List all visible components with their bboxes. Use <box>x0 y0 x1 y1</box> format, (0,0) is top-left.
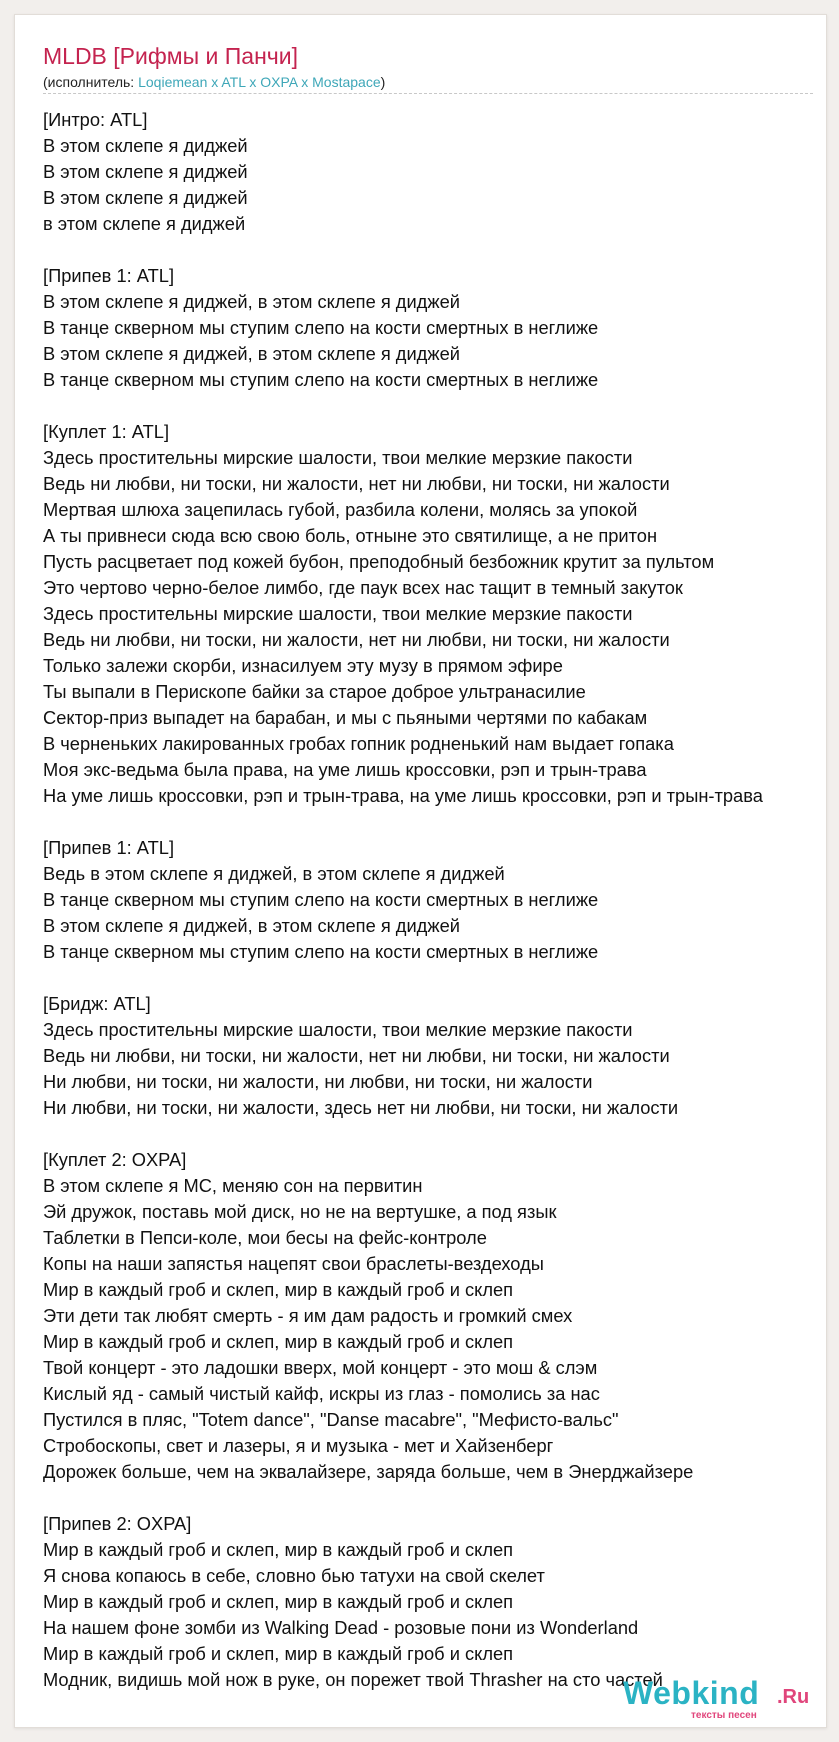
lyric-line <box>43 1485 763 1511</box>
lyric-line: Здесь простительны мирские шалости, твои мелкие мерзкие пакости <box>43 447 633 468</box>
lyric-line: В этом склепе я диджей, в этом склепе я диджей <box>43 343 460 364</box>
lyric-line: Здесь простительны мирские шалости, твои мелкие мерзкие пакости <box>43 1019 633 1040</box>
lyric-section-header: [Бридж: ATL] <box>43 993 151 1014</box>
lyric-section-header: [Припев 1: ATL] <box>43 265 175 286</box>
lyric-line: Ни любви, ни тоски, ни жалости, здесь нет ни любви, ни тоски, ни жалости <box>43 1097 679 1118</box>
lyric-line: Эй дружок, поставь мой диск, но не на вертушке, а под язык <box>43 1201 557 1222</box>
lyric-line: В этом склепе я диджей <box>43 161 248 182</box>
lyric-section-header: [Куплет 2: OXPA] <box>43 1149 187 1170</box>
lyric-line: Кислый яд - самый чистый кайф, искры из глаз - помолись за нас <box>43 1383 600 1404</box>
lyric-line: Дорожек больше, чем на эквалайзере, заряда больше, чем в Энерджайзере <box>43 1461 694 1482</box>
lyric-section-header: [Припев 2: OXPA] <box>43 1513 192 1534</box>
lyric-line: Таблетки в Пепси-коле, мои бесы на фейс-контроле <box>43 1227 487 1248</box>
lyric-section-header: [Интро: ATL] <box>43 109 148 130</box>
site-logo[interactable] <box>623 1677 813 1725</box>
lyric-line: Твой концерт - это ладошки вверх, мой концерт - это мош & слэм <box>43 1357 598 1378</box>
lyric-line: Пусть расцветает под кожей бубон, преподобный безбожник крутит за пультом <box>43 551 715 572</box>
lyric-line: В этом склепе я МС, меняю сон на первитин <box>43 1175 423 1196</box>
artist-suffix: ) <box>380 74 386 90</box>
lyric-line: А ты привнеси сюда всю свою боль, отныне это святилище, а не притон <box>43 525 658 546</box>
lyric-line: Мир в каждый гроб и склеп, мир в каждый гроб и склеп <box>43 1591 514 1612</box>
lyric-line: В танце скверном мы ступим слепо на кости смертных в неглиже <box>43 889 599 910</box>
lyrics-body <box>43 107 763 1693</box>
logo-domain: .Ru <box>777 1686 810 1708</box>
lyric-line: Мир в каждый гроб и склеп, мир в каждый гроб и склеп <box>43 1279 514 1300</box>
lyric-line: В этом склепе я диджей, в этом склепе я диджей <box>43 915 460 936</box>
lyric-line: В танце скверном мы ступим слепо на кости смертных в неглиже <box>43 317 599 338</box>
lyric-line: Здесь простительны мирские шалости, твои мелкие мерзкие пакости <box>43 603 633 624</box>
lyric-line: Модник, видишь мой нож в руке, он порежет твой Thrasher на сто частей <box>43 1669 663 1690</box>
lyric-line: В этом склепе я диджей <box>43 135 248 156</box>
lyric-line: В этом склепе я диджей <box>43 187 248 208</box>
lyric-line: Ведь ни любви, ни тоски, ни жалости, нет ни любви, ни тоски, ни жалости <box>43 473 670 494</box>
logo-wordmark: Webkind <box>623 1675 760 1711</box>
lyric-line: Эти дети так любят смерть - я им дам радость и громкий смех <box>43 1305 573 1326</box>
lyric-line <box>43 1121 763 1147</box>
lyric-line: Пустился в пляс, "Totem dance", "Danse macabre", "Мефисто-вальс" <box>43 1409 619 1430</box>
lyric-line: Только залежи скорби, изнасилуем эту музу в прямом эфире <box>43 655 563 676</box>
lyric-line <box>43 809 763 835</box>
lyric-line: Стробоскопы, свет и лазеры, я и музыка - мет и Хайзенберг <box>43 1435 554 1456</box>
lyric-line: Ни любви, ни тоски, ни жалости, ни любви, ни тоски, ни жалости <box>43 1071 593 1092</box>
lyric-line: Копы на наши запястья нацепят свои браслеты-вездеходы <box>43 1253 544 1274</box>
lyric-line: Моя экс-ведьма была права, на уме лишь кроссовки, рэп и трын-трава <box>43 759 647 780</box>
lyric-line: В черненьких лакированных гробах гопник родненький нам выдает гопака <box>43 733 674 754</box>
song-title: MLDB [Рифмы и Панчи] <box>43 43 299 69</box>
lyric-line: Ты выпали в Перископе байки за старое доброе ультранасилие <box>43 681 586 702</box>
lyric-line: На нашем фоне зомби из Walking Dead - розовые пони из Wonderland <box>43 1617 639 1638</box>
artist-link[interactable]: Loqiemean x ATL x OXPA x Mostapace <box>138 74 381 90</box>
lyrics-page <box>14 14 827 1728</box>
lyric-line: Ведь ни любви, ни тоски, ни жалости, нет ни любви, ни тоски, ни жалости <box>43 629 670 650</box>
lyric-line: Это чертово черно-белое лимбо, где паук всех нас тащит в темный закуток <box>43 577 683 598</box>
lyric-line: В этом склепе я диджей, в этом склепе я диджей <box>43 291 460 312</box>
lyric-line <box>43 393 763 419</box>
lyric-line: В танце скверном мы ступим слепо на кости смертных в неглиже <box>43 941 599 962</box>
lyric-line: На уме лишь кроссовки, рэп и трын-трава, на уме лишь кроссовки, рэп и трын-трава <box>43 785 763 806</box>
lyric-line: Сектор-приз выпадет на барабан, и мы с пьяными чертями по кабакам <box>43 707 648 728</box>
lyric-line <box>43 237 763 263</box>
logo-tagline: тексты песен <box>691 1710 757 1721</box>
lyric-section-header: [Куплет 1: ATL] <box>43 421 170 442</box>
lyric-line: В танце скверном мы ступим слепо на кости смертных в неглиже <box>43 369 599 390</box>
lyric-line: Мир в каждый гроб и склеп, мир в каждый гроб и склеп <box>43 1643 514 1664</box>
lyric-line: Ведь ни любви, ни тоски, ни жалости, нет ни любви, ни тоски, ни жалости <box>43 1045 670 1066</box>
lyric-line: Ведь в этом склепе я диджей, в этом склепе я диджей <box>43 863 505 884</box>
lyric-line: в этом склепе я диджей <box>43 213 246 234</box>
lyric-line <box>43 965 763 991</box>
title-divider <box>43 93 813 94</box>
lyric-line: Мертвая шлюха зацепилась губой, разбила колени, молясь за упокой <box>43 499 638 520</box>
lyric-line: Я снова копаюсь в себе, словно бью татухи на свой скелет <box>43 1565 545 1586</box>
artist-line <box>43 74 385 91</box>
lyric-line: Мир в каждый гроб и склеп, мир в каждый гроб и склеп <box>43 1539 514 1560</box>
lyric-line: Мир в каждый гроб и склеп, мир в каждый гроб и склеп <box>43 1331 514 1352</box>
artist-prefix: (исполнитель: <box>43 74 139 90</box>
lyric-section-header: [Припев 1: ATL] <box>43 837 175 858</box>
